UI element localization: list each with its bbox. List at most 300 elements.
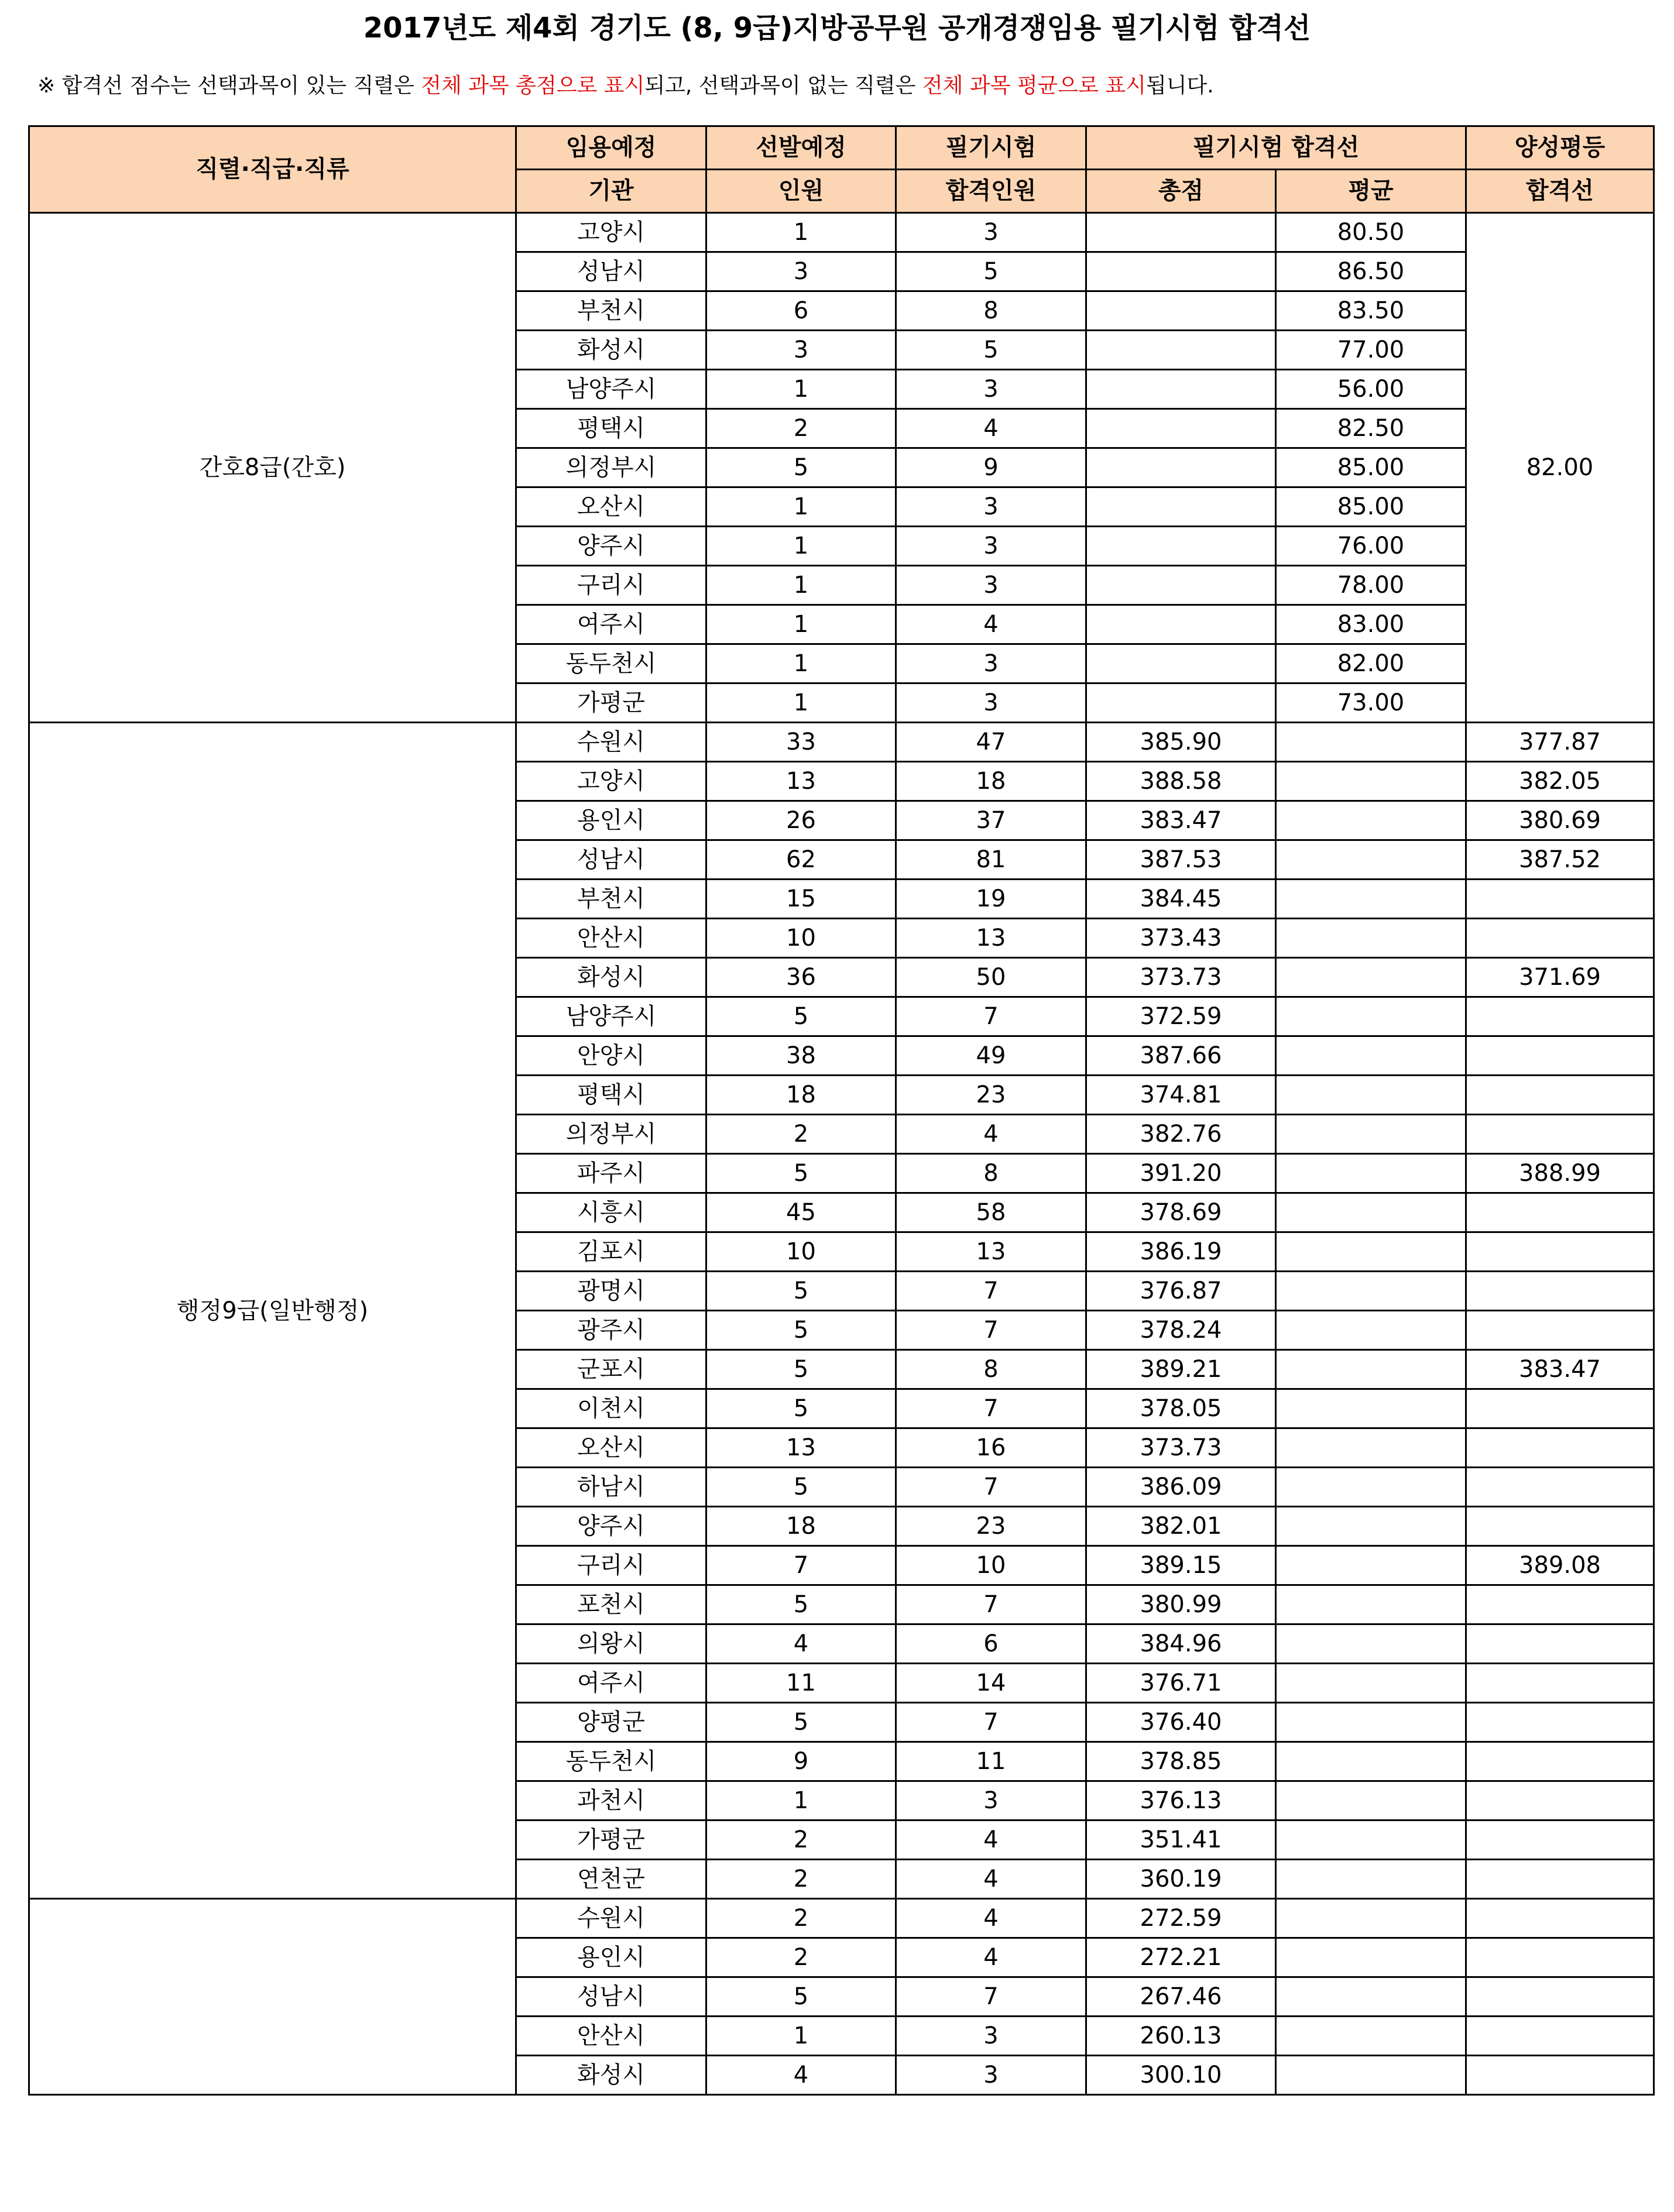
passed-cell: 58	[896, 1193, 1086, 1232]
equal-cutoff-cell: 383.47	[1466, 1350, 1654, 1389]
planned-cell: 1	[706, 487, 896, 527]
total-cell: 374.81	[1086, 1076, 1276, 1115]
agency-cell: 부천시	[516, 880, 706, 919]
planned-cell: 15	[706, 880, 896, 919]
passed-cell: 18	[896, 762, 1086, 801]
avg-cell	[1276, 1154, 1466, 1193]
note-text: 되고, 선택과목이 없는 직렬은	[644, 74, 922, 98]
planned-cell: 11	[706, 1664, 896, 1703]
equal-cutoff-cell	[1466, 880, 1654, 919]
avg-cell	[1276, 723, 1466, 762]
planned-cell: 33	[706, 723, 896, 762]
agency-cell: 시흥시	[516, 1193, 706, 1232]
total-cell	[1086, 213, 1276, 252]
header-passed: 필기시험	[896, 126, 1086, 170]
note-text: ※ 합격선 점수는 선택과목이 있는 직렬은	[37, 74, 421, 98]
avg-cell	[1276, 1546, 1466, 1585]
avg-cell: 83.00	[1276, 605, 1466, 644]
note-highlight-total: 전체 과목 총점으로 표시	[421, 74, 645, 98]
equal-cutoff-cell: 387.52	[1466, 840, 1654, 880]
agency-cell: 가평군	[516, 683, 706, 723]
equal-cutoff-cell	[1466, 1036, 1654, 1076]
total-cell: 386.09	[1086, 1468, 1276, 1507]
total-cell: 373.73	[1086, 1428, 1276, 1468]
total-cell: 384.96	[1086, 1624, 1276, 1664]
passed-cell: 5	[896, 331, 1086, 370]
agency-cell: 성남시	[516, 1977, 706, 2017]
avg-cell	[1276, 1115, 1466, 1154]
passed-cell: 13	[896, 1232, 1086, 1272]
equal-cutoff-cell	[1466, 2056, 1654, 2095]
passed-cell: 16	[896, 1428, 1086, 1468]
equal-cutoff-cell	[1466, 919, 1654, 958]
equal-cutoff-cell	[1466, 1193, 1654, 1232]
avg-cell	[1276, 919, 1466, 958]
avg-cell	[1276, 1232, 1466, 1272]
avg-cell: 86.50	[1276, 252, 1466, 291]
agency-cell: 양평군	[516, 1703, 706, 1742]
equal-cutoff-cell	[1466, 1585, 1654, 1624]
agency-cell: 부천시	[516, 291, 706, 331]
passed-cell: 3	[896, 370, 1086, 409]
passed-cell: 50	[896, 958, 1086, 997]
note-text: 됩니다.	[1145, 74, 1214, 98]
job-category-cell	[29, 1899, 516, 2095]
agency-cell: 용인시	[516, 1938, 706, 1977]
planned-cell: 10	[706, 919, 896, 958]
agency-cell: 양주시	[516, 1507, 706, 1546]
planned-cell: 1	[706, 566, 896, 605]
planned-cell: 2	[706, 1938, 896, 1977]
header-cutoff: 필기시험 합격선	[1086, 126, 1466, 170]
avg-cell: 77.00	[1276, 331, 1466, 370]
passed-cell: 14	[896, 1664, 1086, 1703]
agency-cell: 성남시	[516, 840, 706, 880]
agency-cell: 동두천시	[516, 1742, 706, 1781]
planned-cell: 18	[706, 1076, 896, 1115]
agency-cell: 구리시	[516, 1546, 706, 1585]
avg-cell	[1276, 840, 1466, 880]
agency-cell: 광주시	[516, 1311, 706, 1350]
avg-cell	[1276, 1468, 1466, 1507]
total-cell: 260.13	[1086, 2017, 1276, 2056]
agency-cell: 수원시	[516, 1899, 706, 1938]
equal-cutoff-cell	[1466, 1232, 1654, 1272]
avg-cell	[1276, 1664, 1466, 1703]
total-cell	[1086, 370, 1276, 409]
total-cell: 267.46	[1086, 1977, 1276, 2017]
agency-cell: 수원시	[516, 723, 706, 762]
avg-cell	[1276, 1076, 1466, 1115]
total-cell: 387.66	[1086, 1036, 1276, 1076]
total-cell: 373.43	[1086, 919, 1276, 958]
avg-cell	[1276, 762, 1466, 801]
total-cell	[1086, 566, 1276, 605]
agency-cell: 의정부시	[516, 448, 706, 487]
planned-cell: 5	[706, 1703, 896, 1742]
passed-cell: 37	[896, 801, 1086, 840]
passed-cell: 3	[896, 566, 1086, 605]
total-cell: 385.90	[1086, 723, 1276, 762]
planned-cell: 18	[706, 1507, 896, 1546]
total-cell: 383.47	[1086, 801, 1276, 840]
total-cell	[1086, 331, 1276, 370]
header-job: 직렬·직급·직류	[29, 126, 516, 213]
equal-cutoff-cell	[1466, 1311, 1654, 1350]
passed-cell: 4	[896, 1899, 1086, 1938]
passed-cell: 7	[896, 1389, 1086, 1428]
total-cell: 378.85	[1086, 1742, 1276, 1781]
equal-cutoff-cell	[1466, 1664, 1654, 1703]
equal-cutoff-cell	[1466, 1468, 1654, 1507]
planned-cell: 5	[706, 1311, 896, 1350]
passed-cell: 19	[896, 880, 1086, 919]
planned-cell: 2	[706, 1899, 896, 1938]
agency-cell: 군포시	[516, 1350, 706, 1389]
passed-cell: 13	[896, 919, 1086, 958]
passed-cell: 8	[896, 291, 1086, 331]
total-cell	[1086, 487, 1276, 527]
header-agency-sub: 기관	[516, 170, 706, 213]
agency-cell: 동두천시	[516, 644, 706, 683]
avg-cell: 56.00	[1276, 370, 1466, 409]
agency-cell: 구리시	[516, 566, 706, 605]
equal-cutoff-cell: 371.69	[1466, 958, 1654, 997]
planned-cell: 45	[706, 1193, 896, 1232]
equal-cutoff-cell: 382.05	[1466, 762, 1654, 801]
table-row	[29, 213, 1654, 252]
planned-cell: 1	[706, 644, 896, 683]
agency-cell: 과천시	[516, 1781, 706, 1821]
passed-cell: 11	[896, 1742, 1086, 1781]
agency-cell: 포천시	[516, 1585, 706, 1624]
passed-cell: 23	[896, 1507, 1086, 1546]
equal-cutoff-cell	[1466, 2017, 1654, 2056]
agency-cell: 여주시	[516, 605, 706, 644]
planned-cell: 13	[706, 1428, 896, 1468]
passed-cell: 4	[896, 409, 1086, 448]
avg-cell	[1276, 880, 1466, 919]
passed-cell: 3	[896, 644, 1086, 683]
avg-cell: 76.00	[1276, 527, 1466, 566]
passed-cell: 81	[896, 840, 1086, 880]
planned-cell: 36	[706, 958, 896, 997]
total-cell: 300.10	[1086, 2056, 1276, 2095]
avg-cell: 73.00	[1276, 683, 1466, 723]
planned-cell: 1	[706, 527, 896, 566]
total-cell: 386.19	[1086, 1232, 1276, 1272]
planned-cell: 5	[706, 1154, 896, 1193]
planned-cell: 1	[706, 2017, 896, 2056]
passed-cell: 9	[896, 448, 1086, 487]
passed-cell: 3	[896, 1781, 1086, 1821]
total-cell	[1086, 644, 1276, 683]
header-passed-sub: 합격인원	[896, 170, 1086, 213]
passed-cell: 23	[896, 1076, 1086, 1115]
total-cell: 272.21	[1086, 1938, 1276, 1977]
total-cell: 376.87	[1086, 1272, 1276, 1311]
equal-cutoff-cell: 388.99	[1466, 1154, 1654, 1193]
job-category-cell: 간호8급(간호)	[29, 213, 516, 723]
agency-cell: 오산시	[516, 487, 706, 527]
passed-cell: 5	[896, 252, 1086, 291]
total-cell: 378.05	[1086, 1389, 1276, 1428]
avg-cell	[1276, 1585, 1466, 1624]
agency-cell: 고양시	[516, 762, 706, 801]
passed-cell: 3	[896, 213, 1086, 252]
planned-cell: 3	[706, 252, 896, 291]
total-cell	[1086, 527, 1276, 566]
passed-cell: 4	[896, 1115, 1086, 1154]
avg-cell	[1276, 1860, 1466, 1899]
equal-cutoff-cell: 377.87	[1466, 723, 1654, 762]
table-row	[29, 1899, 1654, 1938]
avg-cell	[1276, 1350, 1466, 1389]
table-row	[29, 723, 1654, 762]
agency-cell: 안양시	[516, 1036, 706, 1076]
agency-cell: 안산시	[516, 2017, 706, 2056]
score-note	[37, 71, 1214, 101]
header-planned: 선발예정	[706, 126, 896, 170]
equal-cutoff-cell	[1466, 1899, 1654, 1938]
passed-cell: 4	[896, 1860, 1086, 1899]
planned-cell: 62	[706, 840, 896, 880]
passed-cell: 3	[896, 683, 1086, 723]
avg-cell	[1276, 1821, 1466, 1860]
total-cell: 351.41	[1086, 1821, 1276, 1860]
total-cell: 382.01	[1086, 1507, 1276, 1546]
equal-cutoff-cell: 82.00	[1466, 213, 1654, 723]
total-cell: 391.20	[1086, 1154, 1276, 1193]
avg-cell	[1276, 1703, 1466, 1742]
equal-cutoff-cell	[1466, 1821, 1654, 1860]
passed-cell: 7	[896, 1311, 1086, 1350]
agency-cell: 김포시	[516, 1232, 706, 1272]
total-cell: 387.53	[1086, 840, 1276, 880]
avg-cell	[1276, 1742, 1466, 1781]
agency-cell: 파주시	[516, 1154, 706, 1193]
job-category-cell: 행정9급(일반행정)	[29, 723, 516, 1899]
passed-cell: 3	[896, 527, 1086, 566]
passed-cell: 3	[896, 2056, 1086, 2095]
equal-cutoff-cell	[1466, 1977, 1654, 2017]
passed-cell: 8	[896, 1350, 1086, 1389]
passed-cell: 8	[896, 1154, 1086, 1193]
avg-cell	[1276, 801, 1466, 840]
planned-cell: 5	[706, 1389, 896, 1428]
agency-cell: 평택시	[516, 409, 706, 448]
agency-cell: 이천시	[516, 1389, 706, 1428]
total-cell: 373.73	[1086, 958, 1276, 997]
planned-cell: 5	[706, 1350, 896, 1389]
avg-cell: 85.00	[1276, 448, 1466, 487]
agency-cell: 화성시	[516, 331, 706, 370]
equal-cutoff-cell	[1466, 997, 1654, 1036]
agency-cell: 성남시	[516, 252, 706, 291]
agency-cell: 하남시	[516, 1468, 706, 1507]
header-total: 총점	[1086, 170, 1276, 213]
passed-cell: 7	[896, 1977, 1086, 2017]
passed-cell: 7	[896, 997, 1086, 1036]
planned-cell: 26	[706, 801, 896, 840]
total-cell: 376.40	[1086, 1703, 1276, 1742]
equal-cutoff-cell: 389.08	[1466, 1546, 1654, 1585]
equal-cutoff-cell	[1466, 1507, 1654, 1546]
equal-cutoff-cell	[1466, 1781, 1654, 1821]
note-highlight-average: 전체 과목 평균으로 표시	[922, 74, 1146, 98]
total-cell: 360.19	[1086, 1860, 1276, 1899]
avg-cell: 82.00	[1276, 644, 1466, 683]
page-title: 2017년도 제4회 경기도 (8, 9급)지방공무원 공개경쟁임용 필기시험 합격선	[363, 12, 1311, 44]
planned-cell: 6	[706, 291, 896, 331]
planned-cell: 2	[706, 1821, 896, 1860]
planned-cell: 10	[706, 1232, 896, 1272]
agency-cell: 평택시	[516, 1076, 706, 1115]
agency-cell: 남양주시	[516, 997, 706, 1036]
total-cell: 382.76	[1086, 1115, 1276, 1154]
equal-cutoff-cell	[1466, 1272, 1654, 1311]
passed-cell: 4	[896, 1938, 1086, 1977]
equal-cutoff-cell: 380.69	[1466, 801, 1654, 840]
passed-cell: 6	[896, 1624, 1086, 1664]
total-cell: 376.13	[1086, 1781, 1276, 1821]
total-cell: 378.69	[1086, 1193, 1276, 1232]
planned-cell: 1	[706, 370, 896, 409]
planned-cell: 1	[706, 683, 896, 723]
avg-cell	[1276, 1389, 1466, 1428]
avg-cell: 78.00	[1276, 566, 1466, 605]
passed-cell: 7	[896, 1585, 1086, 1624]
avg-cell	[1276, 1624, 1466, 1664]
agency-cell: 오산시	[516, 1428, 706, 1468]
header-average: 평균	[1276, 170, 1466, 213]
agency-cell: 양주시	[516, 527, 706, 566]
agency-cell: 광명시	[516, 1272, 706, 1311]
planned-cell: 2	[706, 1860, 896, 1899]
planned-cell: 7	[706, 1546, 896, 1585]
avg-cell	[1276, 1899, 1466, 1938]
agency-cell: 화성시	[516, 958, 706, 997]
passed-cell: 4	[896, 605, 1086, 644]
planned-cell: 1	[706, 1781, 896, 1821]
equal-cutoff-cell	[1466, 1938, 1654, 1977]
total-cell	[1086, 605, 1276, 644]
total-cell: 388.58	[1086, 762, 1276, 801]
equal-cutoff-cell	[1466, 1115, 1654, 1154]
planned-cell: 1	[706, 213, 896, 252]
planned-cell: 5	[706, 1585, 896, 1624]
header-equal-sub: 합격선	[1466, 170, 1654, 213]
avg-cell: 80.50	[1276, 213, 1466, 252]
avg-cell: 82.50	[1276, 409, 1466, 448]
planned-cell: 5	[706, 1977, 896, 2017]
total-cell: 384.45	[1086, 880, 1276, 919]
header-planned-sub: 인원	[706, 170, 896, 213]
total-cell	[1086, 683, 1276, 723]
passed-cell: 49	[896, 1036, 1086, 1076]
total-cell: 389.21	[1086, 1350, 1276, 1389]
planned-cell: 38	[706, 1036, 896, 1076]
planned-cell: 5	[706, 448, 896, 487]
agency-cell: 화성시	[516, 2056, 706, 2095]
avg-cell	[1276, 1781, 1466, 1821]
planned-cell: 2	[706, 1115, 896, 1154]
avg-cell	[1276, 2056, 1466, 2095]
equal-cutoff-cell	[1466, 1742, 1654, 1781]
avg-cell	[1276, 958, 1466, 997]
agency-cell: 가평군	[516, 1821, 706, 1860]
agency-cell: 의정부시	[516, 1115, 706, 1154]
total-cell: 378.24	[1086, 1311, 1276, 1350]
agency-cell: 용인시	[516, 801, 706, 840]
avg-cell	[1276, 1977, 1466, 2017]
planned-cell: 5	[706, 1468, 896, 1507]
passed-cell: 7	[896, 1272, 1086, 1311]
total-cell: 380.99	[1086, 1585, 1276, 1624]
avg-cell	[1276, 1311, 1466, 1350]
agency-cell: 의왕시	[516, 1624, 706, 1664]
equal-cutoff-cell	[1466, 1860, 1654, 1899]
avg-cell	[1276, 1428, 1466, 1468]
planned-cell: 9	[706, 1742, 896, 1781]
avg-cell	[1276, 2017, 1466, 2056]
total-cell: 389.15	[1086, 1546, 1276, 1585]
total-cell	[1086, 448, 1276, 487]
total-cell: 372.59	[1086, 997, 1276, 1036]
avg-cell: 85.00	[1276, 487, 1466, 527]
passed-cell: 7	[896, 1703, 1086, 1742]
planned-cell: 4	[706, 1624, 896, 1664]
equal-cutoff-cell	[1466, 1703, 1654, 1742]
avg-cell	[1276, 1193, 1466, 1232]
agency-cell: 안산시	[516, 919, 706, 958]
planned-cell: 4	[706, 2056, 896, 2095]
header-agency: 임용예정	[516, 126, 706, 170]
equal-cutoff-cell	[1466, 1428, 1654, 1468]
total-cell: 376.71	[1086, 1664, 1276, 1703]
planned-cell: 3	[706, 331, 896, 370]
avg-cell	[1276, 1938, 1466, 1977]
passed-cell: 10	[896, 1546, 1086, 1585]
agency-cell: 고양시	[516, 213, 706, 252]
equal-cutoff-cell	[1466, 1389, 1654, 1428]
header-equal: 양성평등	[1466, 126, 1654, 170]
agency-cell: 연천군	[516, 1860, 706, 1899]
total-cell	[1086, 252, 1276, 291]
cutoff-table	[28, 125, 1655, 2096]
planned-cell: 13	[706, 762, 896, 801]
planned-cell: 1	[706, 605, 896, 644]
equal-cutoff-cell	[1466, 1624, 1654, 1664]
equal-cutoff-cell	[1466, 1076, 1654, 1115]
avg-cell	[1276, 1036, 1466, 1076]
avg-cell: 83.50	[1276, 291, 1466, 331]
avg-cell	[1276, 1272, 1466, 1311]
table-body	[29, 213, 1654, 2095]
passed-cell: 7	[896, 1468, 1086, 1507]
total-cell	[1086, 291, 1276, 331]
total-cell	[1086, 409, 1276, 448]
passed-cell: 4	[896, 1821, 1086, 1860]
total-cell: 272.59	[1086, 1899, 1276, 1938]
avg-cell	[1276, 1507, 1466, 1546]
passed-cell: 3	[896, 487, 1086, 527]
passed-cell: 3	[896, 2017, 1086, 2056]
avg-cell	[1276, 997, 1466, 1036]
planned-cell: 5	[706, 1272, 896, 1311]
planned-cell: 5	[706, 997, 896, 1036]
passed-cell: 47	[896, 723, 1086, 762]
